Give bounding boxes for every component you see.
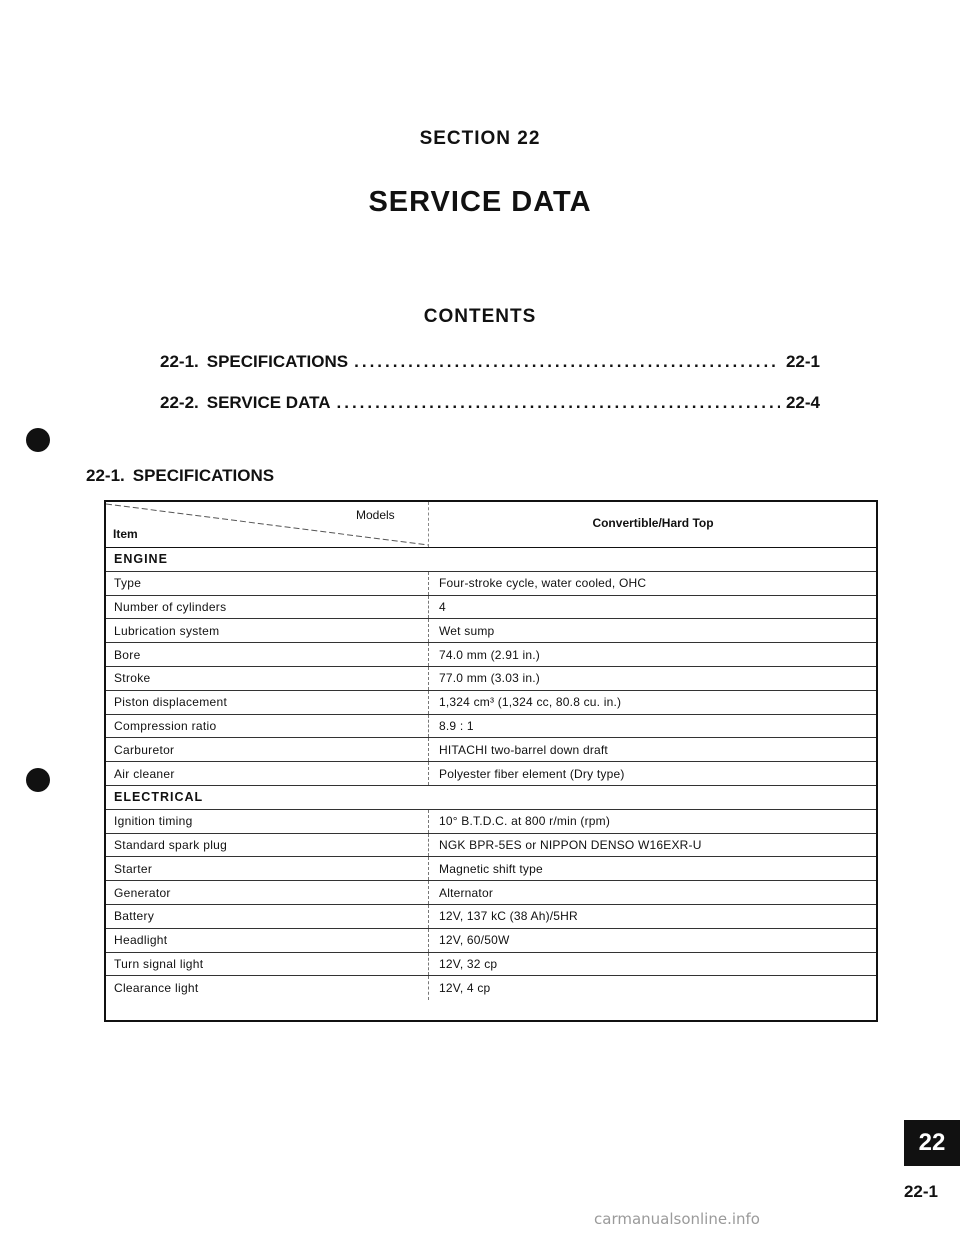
row-label: Battery [114,909,155,924]
table-row [106,667,876,691]
table-row [106,810,876,834]
row-value: Polyester fiber element (Dry type) [428,762,876,785]
table-row [106,976,876,1000]
row-label: Ignition timing [114,814,193,829]
table-row [106,643,876,667]
section-thumb-tab: 22 [904,1120,960,1166]
table-header [106,502,876,548]
table-row [106,762,876,786]
binder-hole-icon [26,768,50,792]
specifications-table [104,500,878,1022]
table-row [106,905,876,929]
row-label: Standard spark plug [114,837,228,852]
toc-entry-number: 22-2. [160,393,199,412]
table-row [106,596,876,620]
row-value: 74.0 mm (2.91 in.) [428,643,876,666]
row-value: NGK BPR-5ES or NIPPON DENSO W16EXR-U [428,834,876,857]
toc-entry-title: SERVICE DATA [206,393,331,412]
toc-leader-dots [337,393,780,413]
header-models-label: Models [356,508,395,522]
row-label: Generator [114,885,171,900]
toc-entry-title: SPECIFICATIONS [206,352,349,371]
table-row [106,572,876,596]
table-row [106,619,876,643]
row-label: Clearance light [114,981,199,996]
row-value: Magnetic shift type [428,857,876,880]
row-value: 12V, 137 kC (38 Ah)/5HR [428,905,876,928]
row-value: HITACHI two-barrel down draft [428,738,876,761]
row-value: 8.9 : 1 [428,715,876,738]
header-item-label: Item [113,527,138,541]
row-value: 1,324 cm³ (1,324 cc, 80.8 cu. in.) [428,691,876,714]
specifications-heading-number: 22-1. [86,466,125,485]
row-value: Alternator [428,881,876,904]
row-value: Four-stroke cycle, water cooled, OHC [428,572,876,595]
table-row [106,738,876,762]
row-label: Piston displacement [114,695,228,710]
row-label: Headlight [114,933,168,948]
toc-entry-specifications[interactable] [160,352,820,372]
row-value: 12V, 60/50W [428,929,876,952]
toc-entry-page: 22-4 [785,393,820,412]
table-row [106,834,876,858]
row-label: Carburetor [114,742,175,757]
row-label: Air cleaner [114,766,175,781]
row-label: ELECTRICAL [114,790,204,805]
row-label: Turn signal light [114,956,204,971]
table-category-row [106,786,876,810]
table-row [106,929,876,953]
row-label: Starter [114,861,153,876]
row-label: Stroke [114,671,151,686]
contents-heading: CONTENTS [423,306,537,327]
toc-entry-page: 22-1 [785,352,820,371]
page-number: 22-1 [903,1182,938,1201]
row-label: Type [114,576,142,591]
table-row [106,881,876,905]
table-row [106,953,876,977]
row-label: Bore [114,647,141,662]
row-value [428,548,876,571]
row-value: Wet sump [428,619,876,642]
specifications-heading [86,466,274,486]
row-value: 4 [428,596,876,619]
row-value: 12V, 4 cp [428,976,876,1000]
row-label: Number of cylinders [114,599,227,614]
toc-leader-dots [354,352,780,372]
toc-entry-service-data[interactable] [160,393,820,413]
table-row [106,715,876,739]
toc-entry-number: 22-1. [160,352,199,371]
row-label: Compression ratio [114,718,217,733]
specifications-heading-title: SPECIFICATIONS [132,466,275,485]
row-value: 77.0 mm (3.03 in.) [428,667,876,690]
row-label: ENGINE [114,552,168,567]
binder-hole-icon [26,428,50,452]
header-model-column: Convertible/Hard Top [592,516,714,530]
row-value: 12V, 32 cp [428,953,876,976]
section-label: SECTION 22 [419,128,541,149]
table-category-row [106,548,876,572]
watermark: carmanualsonline.info [594,1210,760,1228]
page-title: SERVICE DATA [368,186,592,218]
row-label: Lubrication system [114,623,220,638]
table-row [106,691,876,715]
table-row [106,857,876,881]
row-value [428,786,876,809]
row-value: 10° B.T.D.C. at 800 r/min (rpm) [428,810,876,833]
